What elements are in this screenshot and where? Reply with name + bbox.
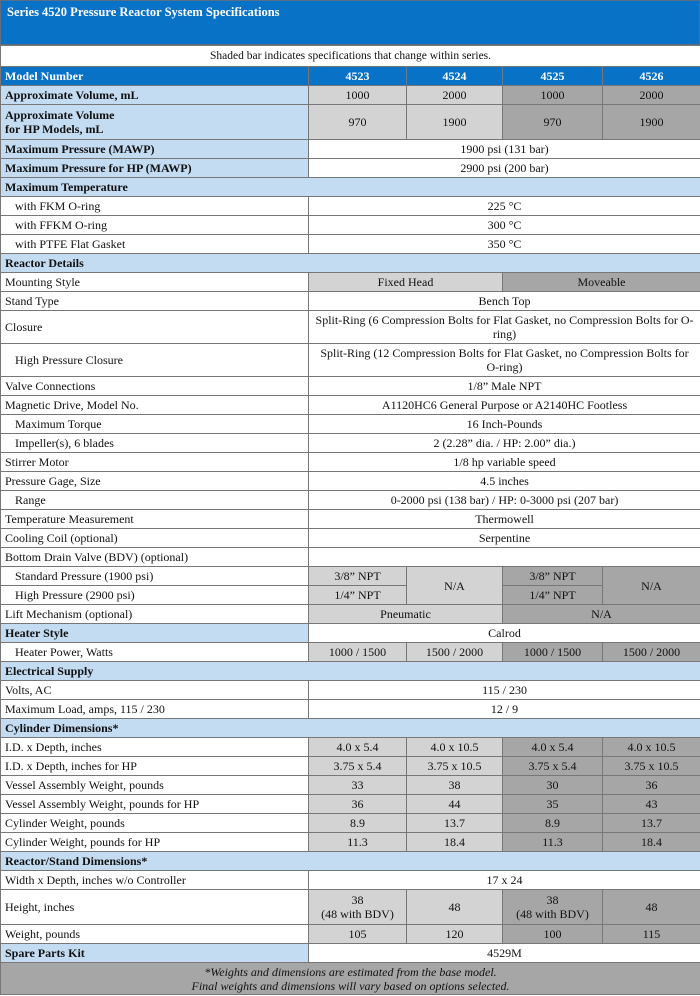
- motor-value: 1/8 hp variable speed: [309, 453, 700, 472]
- fkm-value: 225 °C: [309, 197, 700, 216]
- cyl-id-hp-cell: 3.75 x 10.5: [407, 757, 503, 776]
- cyl-weight-cell: 8.9: [309, 814, 407, 833]
- valve-label: Valve Connections: [1, 377, 309, 396]
- volume-hp-cell: 1900: [407, 105, 503, 140]
- high-pressure-4525: 1/4” NPT: [503, 586, 603, 605]
- std-pressure-4523: 3/8” NPT: [309, 567, 407, 586]
- high-pressure-4523: 1/4” NPT: [309, 586, 407, 605]
- heater-power-cell: 1000 / 1500: [309, 643, 407, 662]
- vessel-weight-hp-label: Vessel Assembly Weight, pounds for HP: [1, 795, 309, 814]
- impeller-value: 2 (2.28” dia. / HP: 2.00” dia.): [309, 434, 700, 453]
- shading-note: Shaded bar indicates specifications that change within series.: [1, 46, 700, 67]
- load-value: 12 / 9: [309, 700, 700, 719]
- stand-label: Stand Type: [1, 292, 309, 311]
- volts-label: Volts, AC: [1, 681, 309, 700]
- hp-closure-label: High Pressure Closure: [1, 344, 309, 377]
- spare-parts-value: 4529M: [309, 944, 700, 963]
- volume-cell: 2000: [603, 86, 700, 105]
- spare-parts-label: Spare Parts Kit: [1, 944, 309, 963]
- height-4523: [309, 890, 407, 925]
- volume-cell: 1000: [309, 86, 407, 105]
- cyl-weight-hp-cell: 18.4: [407, 833, 503, 852]
- model-number-label: Model Number: [1, 67, 309, 86]
- volume-hp-cell: 970: [503, 105, 603, 140]
- drive-label: Magnetic Drive, Model No.: [1, 396, 309, 415]
- height-4526: 48: [603, 890, 700, 925]
- vessel-weight-hp-cell: 44: [407, 795, 503, 814]
- std-pressure-4525: 3/8” NPT: [503, 567, 603, 586]
- vessel-weight-hp-cell: 36: [309, 795, 407, 814]
- weight-cell: 100: [503, 925, 603, 944]
- cyl-weight-hp-cell: 11.3: [309, 833, 407, 852]
- impeller-label: Impeller(s), 6 blades: [1, 434, 309, 453]
- model-4523: 4523: [309, 67, 407, 86]
- model-4525: 4525: [503, 67, 603, 86]
- height-4524: 48: [407, 890, 503, 925]
- volts-value: 115 / 230: [309, 681, 700, 700]
- heater-power-cell: 1500 / 2000: [407, 643, 503, 662]
- ptfe-label: with PTFE Flat Gasket: [1, 235, 309, 254]
- temp-meas-label: Temperature Measurement: [1, 510, 309, 529]
- vessel-weight-hp-cell: 43: [603, 795, 700, 814]
- high-pressure-label: High Pressure (2900 psi): [1, 586, 309, 605]
- footnote: [1, 963, 700, 995]
- stand-value: Bench Top: [309, 292, 700, 311]
- bdv-blank: [309, 548, 700, 567]
- heater-style-label: Heater Style: [1, 624, 309, 643]
- cyl-weight-hp-cell: 11.3: [503, 833, 603, 852]
- mounting-moveable: Moveable: [503, 273, 700, 292]
- cyl-weight-hp-label: Cylinder Weight, pounds for HP: [1, 833, 309, 852]
- mawp-hp-value: 2900 psi (200 bar): [309, 159, 700, 178]
- motor-label: Stirrer Motor: [1, 453, 309, 472]
- cyl-weight-cell: 13.7: [603, 814, 700, 833]
- bdv-na-4524: N/A: [407, 567, 503, 605]
- vessel-weight-cell: 38: [407, 776, 503, 795]
- gage-label: Pressure Gage, Size: [1, 472, 309, 491]
- torque-label: Maximum Torque: [1, 415, 309, 434]
- volume-hp-cell: 970: [309, 105, 407, 140]
- drive-value: A1120HC6 General Purpose or A2140HC Footless: [309, 396, 700, 415]
- mawp-value: 1900 psi (131 bar): [309, 140, 700, 159]
- width-depth-value: 17 x 24: [309, 871, 700, 890]
- closure-label: Closure: [1, 311, 309, 344]
- spec-table: [0, 45, 700, 995]
- cyl-id-hp-cell: 3.75 x 5.4: [503, 757, 603, 776]
- ffkm-value: 300 °C: [309, 216, 700, 235]
- mounting-fixed: Fixed Head: [309, 273, 503, 292]
- weight-cell: 120: [407, 925, 503, 944]
- std-pressure-label: Standard Pressure (1900 psi): [1, 567, 309, 586]
- bdv-na-4526: N/A: [603, 567, 700, 605]
- vessel-weight-cell: 33: [309, 776, 407, 795]
- cyl-id-cell: 4.0 x 5.4: [309, 738, 407, 757]
- volume-hp-cell: 1900: [603, 105, 700, 140]
- range-label: Range: [1, 491, 309, 510]
- mawp-label: Maximum Pressure (MAWP): [1, 140, 309, 159]
- footnote-line1: *Weights and dimensions are estimated from the base model.: [204, 964, 497, 979]
- volume-hp-label: [1, 105, 309, 140]
- max-temp-section: Maximum Temperature: [1, 178, 700, 197]
- cyl-id-cell: 4.0 x 10.5: [603, 738, 700, 757]
- volume-hp-label-line1: Approximate Volume: [5, 108, 115, 122]
- torque-value: 16 Inch-Pounds: [309, 415, 700, 434]
- cyl-weight-hp-cell: 18.4: [603, 833, 700, 852]
- height-4523-line1: 38: [351, 893, 364, 907]
- heater-power-label: Heater Power, Watts: [1, 643, 309, 662]
- closure-value: Split-Ring (6 Compression Bolts for Flat Gasket, no Compression Bolts for O-ring): [309, 311, 700, 344]
- height-4525-line2: (48 with BDV): [516, 907, 589, 921]
- coil-label: Cooling Coil (optional): [1, 529, 309, 548]
- weight-cell: 115: [603, 925, 700, 944]
- ptfe-value: 350 °C: [309, 235, 700, 254]
- heater-power-cell: 1500 / 2000: [603, 643, 700, 662]
- cyl-weight-cell: 13.7: [407, 814, 503, 833]
- lift-pneumatic: Pneumatic: [309, 605, 503, 624]
- heater-power-cell: 1000 / 1500: [503, 643, 603, 662]
- vessel-weight-label: Vessel Assembly Weight, pounds: [1, 776, 309, 795]
- vessel-weight-cell: 30: [503, 776, 603, 795]
- mawp-hp-label: Maximum Pressure for HP (MAWP): [1, 159, 309, 178]
- fkm-label: with FKM O-ring: [1, 197, 309, 216]
- weight-cell: 105: [309, 925, 407, 944]
- cyl-id-hp-cell: 3.75 x 5.4: [309, 757, 407, 776]
- hp-closure-value: Split-Ring (12 Compression Bolts for Flat Gasket, no Compression Bolts for O-ring): [309, 344, 700, 377]
- footnote-line2: Final weights and dimensions will vary based on options selected.: [191, 978, 510, 993]
- heater-style-value: Calrod: [309, 624, 700, 643]
- cyl-weight-cell: 8.9: [503, 814, 603, 833]
- vessel-weight-hp-cell: 35: [503, 795, 603, 814]
- page-title: Series 4520 Pressure Reactor System Specifications: [0, 0, 700, 45]
- reactor-details-section: Reactor Details: [1, 254, 700, 273]
- volume-cell: 2000: [407, 86, 503, 105]
- width-depth-label: Width x Depth, inches w/o Controller: [1, 871, 309, 890]
- mounting-label: Mounting Style: [1, 273, 309, 292]
- weight-label: Weight, pounds: [1, 925, 309, 944]
- coil-value: Serpentine: [309, 529, 700, 548]
- cyl-id-label: I.D. x Depth, inches: [1, 738, 309, 757]
- height-4525: [503, 890, 603, 925]
- electrical-section: Electrical Supply: [1, 662, 700, 681]
- cyl-id-hp-cell: 3.75 x 10.5: [603, 757, 700, 776]
- bdv-label: Bottom Drain Valve (BDV) (optional): [1, 548, 309, 567]
- range-value: 0-2000 psi (138 bar) / HP: 0-3000 psi (207 bar): [309, 491, 700, 510]
- cyl-id-cell: 4.0 x 5.4: [503, 738, 603, 757]
- gage-value: 4.5 inches: [309, 472, 700, 491]
- cylinder-section: Cylinder Dimensions*: [1, 719, 700, 738]
- lift-na: N/A: [503, 605, 700, 624]
- height-4525-line1: 38: [546, 893, 559, 907]
- load-label: Maximum Load, amps, 115 / 230: [1, 700, 309, 719]
- temp-meas-value: Thermowell: [309, 510, 700, 529]
- cyl-id-hp-label: I.D. x Depth, inches for HP: [1, 757, 309, 776]
- model-4524: 4524: [407, 67, 503, 86]
- volume-label: Approximate Volume, mL: [1, 86, 309, 105]
- cyl-weight-label: Cylinder Weight, pounds: [1, 814, 309, 833]
- stand-dims-section: Reactor/Stand Dimensions*: [1, 852, 700, 871]
- lift-label: Lift Mechanism (optional): [1, 605, 309, 624]
- height-4523-line2: (48 with BDV): [321, 907, 394, 921]
- height-label: Height, inches: [1, 890, 309, 925]
- vessel-weight-cell: 36: [603, 776, 700, 795]
- ffkm-label: with FFKM O-ring: [1, 216, 309, 235]
- model-4526: 4526: [603, 67, 700, 86]
- cyl-id-cell: 4.0 x 10.5: [407, 738, 503, 757]
- valve-value: 1/8” Male NPT: [309, 377, 700, 396]
- volume-cell: 1000: [503, 86, 603, 105]
- volume-hp-label-line2: for HP Models, mL: [5, 122, 104, 136]
